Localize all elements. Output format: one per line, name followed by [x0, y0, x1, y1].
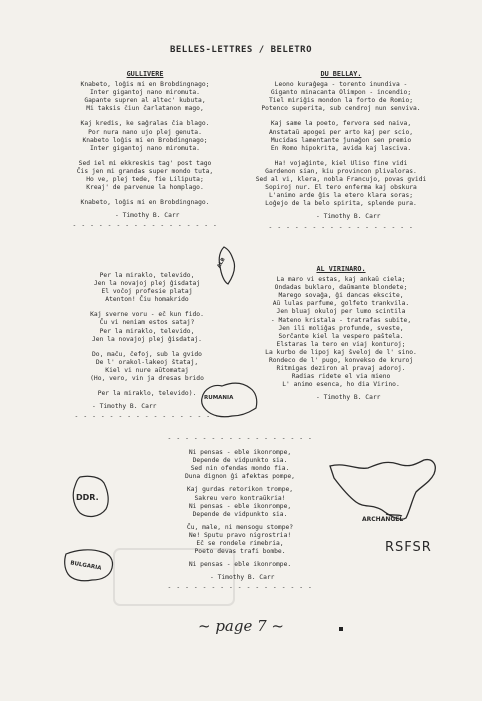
verse-line: Elstaras la tero en viaj konturoj; [276, 340, 406, 348]
verse-line: Do, maĉu, ĉefoj, sub la gvido [92, 350, 202, 358]
author-credit: - Timothy B. Carr [210, 574, 275, 582]
map-label-ddr: DDR. [76, 493, 99, 502]
verse-line: Radias ridete el via mieno [291, 373, 391, 381]
verse-line: Sopiroj nur. El tero enferma kaj obskura [265, 184, 417, 192]
author-credit: - Timothy B. Carr [316, 213, 381, 221]
map-label-bulgaria: BULGARIA [69, 560, 102, 572]
verse-line: En Romo hipokrita, avida kaj lasciva. [270, 144, 412, 152]
verse-line: L'animo arde ĝis la etero klara soras; [268, 192, 414, 200]
verse-line: Jen la novajoj plej ĝisdataj. [92, 335, 202, 343]
verse-line: La maro vi estas, kaj ankaŭ ciela; [276, 276, 406, 284]
verse-line: Por nura nano ujo plej genuta. [88, 128, 202, 136]
poem-gullivere [55, 81, 235, 230]
verse-line: Mucidas lamentante ĵunaĝon sen premio [270, 136, 412, 144]
verse-line: Loĝejo de la belo spirita, splende pura. [265, 200, 417, 208]
left-column [55, 70, 235, 233]
divider: - - - - - - - - - - - - - - - - - [167, 584, 313, 592]
map-label-rsfsr: RSFSR [385, 540, 432, 555]
map-label-rumania: RUMANIA [204, 395, 234, 401]
verse-line: Jen la novajoj plej ĝisdataj [93, 280, 201, 288]
verse-line: Duna dignon ĝi afektas pompe, [185, 473, 295, 481]
author-credit: - Timothy B. Carr [316, 394, 381, 402]
verse-line: Potenco superita, sub cendroj nun senviva. [261, 105, 421, 113]
divider: - - - - - - - - - - - - - - - - - [72, 222, 218, 230]
verse-line: Jen bluaj okuloj per lumo scintila [276, 308, 406, 316]
verse-line: Gardenon sian, kiu provincon plivaloras. [265, 167, 417, 175]
verse-line: El voĉoj profesie plataj [101, 288, 193, 296]
verse-line: Jen ili moliĝas profunde, sveste, [278, 324, 404, 332]
verse-line: Depende de vidpunkto sia. [192, 457, 288, 465]
verse-line: La kurbo de lipoj kaj ŝveloj de l' sino. [265, 348, 417, 356]
verse-line: Ni pensas - eble ikonrompe, [188, 449, 292, 457]
right-column-lower [246, 265, 436, 403]
verse-line: Kaj gurdas retorikon trompe, [186, 486, 294, 494]
verse-line: Sed iel mi ekkreskis tag' post tago [78, 159, 212, 167]
verse-line: Knabeto loĝis mi en Brobdingnago; [82, 136, 208, 144]
verse-line: Knabeto, loĝis mi en Brobdingnago; [80, 81, 210, 89]
bleed-through-block [110, 545, 240, 610]
verse-line: Giganto minacanta Olimpon - incendio; [270, 89, 412, 97]
verse-line: Ĉu vi neniam estos sataj? [99, 319, 195, 327]
verse-line: De l' orakol-lakeoj ŝtataj, [95, 358, 199, 366]
verse-line: Ni pensas - eble ikonrompe, [188, 502, 292, 510]
right-column [246, 70, 436, 234]
author-credit: - Timothy B. Carr [92, 403, 157, 411]
author-credit: - Timothy B. Carr [115, 212, 180, 220]
page-footer: ~ page 7 ~ [197, 617, 284, 635]
verse-line: Kaj same la poeto, fervora sed naiva, [270, 120, 412, 128]
verse-line: Rondeco de l' pugo, konvekso de kruroj [268, 357, 414, 365]
verse-line: Sakreu vero kontraŭkria! [194, 494, 286, 502]
verse-line: Ho ve, plej tede, fie Liliputa; [86, 176, 204, 184]
divider: - - - - - - - - - - - - - - - - - [268, 223, 414, 231]
verse-line: Eĉ se rondele rimebria, [196, 540, 284, 548]
verse-line: Ĉis jen mi grandas super mondo tuta, [76, 167, 214, 175]
divider: - - - - - - - - - - - - - - - - - [167, 435, 313, 442]
verse-line: Kiel vi nure aŭtomataj [105, 366, 189, 374]
verse-line: Ondadas buklaro, daŭmante blondete; [274, 284, 408, 292]
verse-line: Marego sovaĝa, ĝi dancas ekscite, [278, 292, 404, 300]
verse-line: Ha! vojaĝinte, kiel Uliso fine vidi [274, 159, 408, 167]
verse-line: Poeto devas trafi bombe. [194, 548, 286, 556]
verse-line: Sorĉante kiel la vespero paŝtela. [278, 332, 404, 340]
verse-line: Kaj sverne voru - eĉ kun fido. [90, 311, 204, 319]
verse-line: (Ho, vero, vin ja dresas brido [90, 375, 204, 383]
verse-line: Per la miraklo, televido, [99, 327, 195, 335]
poem-title-gullivere: GULLIVERE [126, 70, 164, 78]
verse-line: Depende de vidpunkto sia. [192, 510, 288, 518]
verse-line: Inter gigantoj nano miromuta. [90, 89, 200, 97]
divider: - - - - - - - - - - - - - - - - - [74, 413, 220, 421]
verse-refrain: Ni pensas - eble ikonrompe. [188, 561, 292, 569]
poem-du-bellay [246, 81, 436, 232]
verse-line: Anstataŭ apogei per arto kaj per scio, [268, 128, 414, 136]
verse-line: Tiel miriĝis mondon la forto de Romio; [268, 97, 414, 105]
verse-line: Mi taksis ĉiun ĉarlatanon mago, [86, 105, 204, 113]
poem-title-al-virinaro: AL VIRINARO. [316, 265, 366, 273]
verse-line: Sed al vi, klera, nobla Francujo, povas gvidi [255, 176, 427, 184]
verse-line: Ritmigas deziron al pravaj adoroj. [276, 365, 406, 373]
poem-al-virinaro [246, 276, 436, 402]
verse-line: Gapante supren al altec' kubuta, [84, 97, 206, 105]
verse-line: Kreaj' de parvenue la homplago. [86, 184, 204, 192]
verse-refrain: Per la miraklo, televido). [97, 390, 197, 398]
verse-line: Ne! Sputu pravo nigrostria! [188, 531, 292, 539]
poem-title-du-bellay: DU BELLAY. [320, 70, 362, 78]
archangel-coastline-sketch [326, 456, 446, 536]
verse-line: Sed nin ofendas mondo fia. [190, 465, 290, 473]
verse-line: L' animo esenca, ho dia Virino. [282, 381, 400, 389]
verse-line: Ĉu, male, ni mensogu stompe? [186, 523, 294, 531]
page-header: BELLES-LETTRES / BELETRO [169, 45, 313, 55]
verse-line: Inter gigantoj nano miromuta. [90, 144, 200, 152]
map-label-archangel: ARCHANGEL [362, 516, 404, 523]
verse-line: Leono kuraĝega - torento inundiva - [274, 81, 408, 89]
verse-line: Aŭ lulas parfume, golfeto trankvila. [272, 300, 410, 308]
verse-line: Atenton! Ĉiu homakrido [105, 296, 189, 304]
verse-line: Kaj kredis, ke saĝralas ĉia blago. [80, 120, 210, 128]
verse-refrain: Knabeto, loĝis mi en Brobdingnago. [80, 199, 210, 207]
map-label-alb: ALB [216, 256, 227, 270]
verse-line: Per la miraklo, televido, [99, 272, 195, 279]
verse-line: - Mateno kristala - tratrafas subite, [270, 316, 412, 324]
